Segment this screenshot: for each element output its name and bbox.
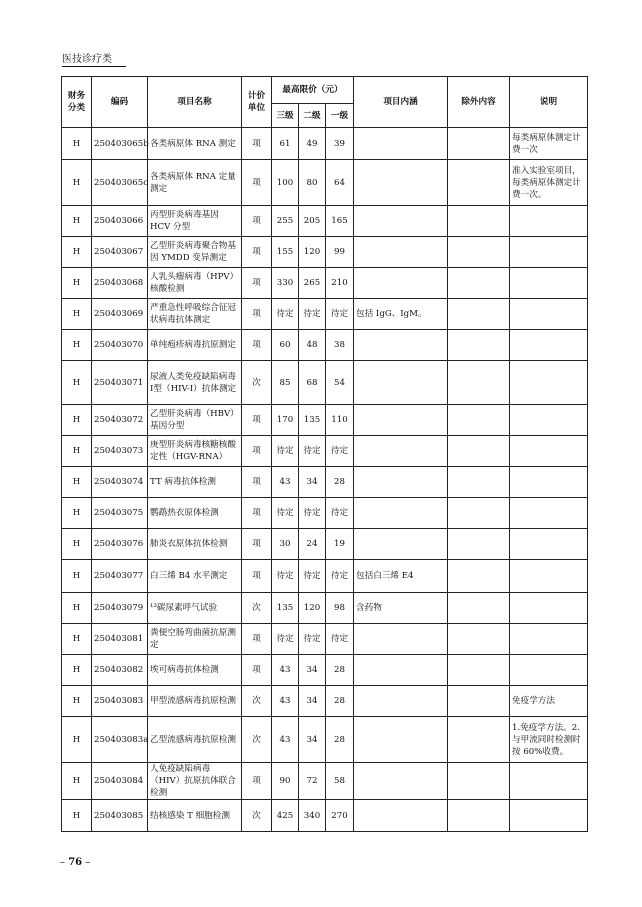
cell-content	[354, 529, 448, 560]
header-level2: 二级	[299, 104, 326, 128]
cell-notes	[510, 436, 588, 467]
cell-price-level1: 99	[326, 237, 354, 268]
cell-exclusions	[448, 128, 510, 160]
cell-price-level3: 61	[272, 128, 299, 160]
cell-notes	[510, 237, 588, 268]
header-exclusions: 除外内容	[448, 77, 510, 128]
cell-category: H	[62, 624, 92, 655]
cell-code: 250403071	[92, 361, 148, 405]
cell-category: H	[62, 330, 92, 361]
cell-price-level3: 135	[272, 593, 299, 624]
cell-price-level1: 64	[326, 160, 354, 206]
table-row	[62, 800, 588, 832]
cell-price-level2: 49	[299, 128, 326, 160]
cell-code: 250403083	[92, 686, 148, 717]
cell-content	[354, 206, 448, 237]
cell-price-level3: 43	[272, 467, 299, 498]
cell-exclusions	[448, 800, 510, 832]
cell-code: 250403083a	[92, 717, 148, 763]
cell-name: 鹦鹉热衣原体检测	[148, 498, 242, 529]
cell-category: H	[62, 655, 92, 686]
cell-exclusions	[448, 763, 510, 800]
cell-content	[354, 361, 448, 405]
table-row	[62, 268, 588, 299]
cell-unit: 项	[242, 560, 272, 593]
cell-price-level3: 155	[272, 237, 299, 268]
cell-exclusions	[448, 299, 510, 330]
cell-notes	[510, 624, 588, 655]
cell-price-level1: 待定	[326, 560, 354, 593]
cell-unit: 次	[242, 717, 272, 763]
cell-name: 结核感染 T 细胞检测	[148, 800, 242, 832]
cell-notes	[510, 330, 588, 361]
table-row	[62, 467, 588, 498]
cell-content	[354, 686, 448, 717]
cell-price-level2: 120	[299, 593, 326, 624]
cell-price-level3: 100	[272, 160, 299, 206]
cell-notes: 1.免疫学方法。2.与甲流同时检测时按 60%收费。	[510, 717, 588, 763]
cell-content	[354, 268, 448, 299]
cell-unit: 项	[242, 498, 272, 529]
cell-price-level2: 68	[299, 361, 326, 405]
cell-price-level2: 34	[299, 717, 326, 763]
cell-price-level1: 165	[326, 206, 354, 237]
cell-price-level1: 98	[326, 593, 354, 624]
cell-price-level2: 待定	[299, 560, 326, 593]
cell-category: H	[62, 529, 92, 560]
cell-exclusions	[448, 206, 510, 237]
cell-notes	[510, 593, 588, 624]
cell-content	[354, 498, 448, 529]
cell-price-level1: 54	[326, 361, 354, 405]
cell-price-level2: 205	[299, 206, 326, 237]
cell-price-level2: 120	[299, 237, 326, 268]
cell-exclusions	[448, 436, 510, 467]
cell-unit: 项	[242, 299, 272, 330]
cell-notes	[510, 268, 588, 299]
table-row	[62, 361, 588, 405]
cell-price-level3: 85	[272, 361, 299, 405]
cell-content	[354, 624, 448, 655]
header-unit: 计价单位	[242, 77, 272, 128]
cell-exclusions	[448, 405, 510, 436]
table-row	[62, 436, 588, 467]
table-row	[62, 717, 588, 763]
cell-name: 乙型流感病毒抗原检测	[148, 717, 242, 763]
cell-price-level1: 210	[326, 268, 354, 299]
table-row	[62, 560, 588, 593]
cell-code: 250403066	[92, 206, 148, 237]
cell-price-level3: 待定	[272, 436, 299, 467]
cell-notes	[510, 560, 588, 593]
cell-name: 庚型肝炎病毒核糖核酸定性（HGV-RNA）	[148, 436, 242, 467]
cell-notes	[510, 529, 588, 560]
cell-content	[354, 763, 448, 800]
table-row	[62, 624, 588, 655]
cell-content	[354, 237, 448, 268]
header-code: 编码	[92, 77, 148, 128]
cell-price-level2: 待定	[299, 498, 326, 529]
cell-price-level3: 待定	[272, 299, 299, 330]
cell-name: TT 病毒抗体检测	[148, 467, 242, 498]
cell-category: H	[62, 686, 92, 717]
cell-content	[354, 405, 448, 436]
cell-exclusions	[448, 655, 510, 686]
cell-price-level1: 110	[326, 405, 354, 436]
cell-price-level2: 34	[299, 467, 326, 498]
cell-notes	[510, 467, 588, 498]
cell-unit: 次	[242, 593, 272, 624]
cell-price-level1: 270	[326, 800, 354, 832]
cell-exclusions	[448, 160, 510, 206]
cell-name: 肺炎衣原体抗体检测	[148, 529, 242, 560]
cell-exclusions	[448, 624, 510, 655]
cell-category: H	[62, 299, 92, 330]
cell-code: 250403076	[92, 529, 148, 560]
cell-price-level1: 28	[326, 717, 354, 763]
cell-exclusions	[448, 268, 510, 299]
cell-price-level1: 待定	[326, 436, 354, 467]
table-row	[62, 593, 588, 624]
cell-name: ¹³碳尿素呼气试验	[148, 593, 242, 624]
cell-exclusions	[448, 498, 510, 529]
cell-category: H	[62, 268, 92, 299]
cell-category: H	[62, 560, 92, 593]
cell-content	[354, 330, 448, 361]
table-row	[62, 299, 588, 330]
cell-exclusions	[448, 361, 510, 405]
cell-unit: 项	[242, 436, 272, 467]
header-max-price: 最高限价（元）	[272, 77, 354, 104]
price-table	[61, 76, 588, 832]
cell-price-level3: 43	[272, 655, 299, 686]
cell-category: H	[62, 128, 92, 160]
section-title: 医技诊疗类	[62, 50, 126, 67]
footer-dash-right: –	[85, 857, 91, 868]
cell-price-level3: 43	[272, 686, 299, 717]
cell-price-level2: 34	[299, 686, 326, 717]
cell-category: H	[62, 800, 92, 832]
cell-unit: 次	[242, 361, 272, 405]
cell-price-level2: 24	[299, 529, 326, 560]
cell-content	[354, 436, 448, 467]
table-row	[62, 206, 588, 237]
cell-unit: 项	[242, 467, 272, 498]
cell-price-level1: 待定	[326, 299, 354, 330]
cell-content	[354, 128, 448, 160]
cell-notes	[510, 763, 588, 800]
cell-code: 250403077	[92, 560, 148, 593]
cell-price-level1: 38	[326, 330, 354, 361]
cell-price-level1: 58	[326, 763, 354, 800]
cell-price-level3: 30	[272, 529, 299, 560]
table-row	[62, 655, 588, 686]
table-row	[62, 128, 588, 160]
cell-price-level2: 48	[299, 330, 326, 361]
table-row	[62, 529, 588, 560]
cell-price-level2: 待定	[299, 624, 326, 655]
cell-notes	[510, 361, 588, 405]
cell-notes	[510, 655, 588, 686]
cell-content	[354, 717, 448, 763]
cell-code: 250403074	[92, 467, 148, 498]
cell-code: 250403065b	[92, 128, 148, 160]
cell-exclusions	[448, 686, 510, 717]
cell-unit: 次	[242, 800, 272, 832]
cell-price-level3: 待定	[272, 498, 299, 529]
page-number: 76	[68, 857, 83, 868]
header-level3: 三级	[272, 104, 299, 128]
cell-price-level3: 425	[272, 800, 299, 832]
cell-code: 250403081	[92, 624, 148, 655]
cell-code: 250403084	[92, 763, 148, 800]
cell-name: 乙型肝炎病毒（HBV）基因分型	[148, 405, 242, 436]
cell-price-level1: 28	[326, 467, 354, 498]
cell-price-level2: 72	[299, 763, 326, 800]
cell-code: 250403070	[92, 330, 148, 361]
table-row	[62, 405, 588, 436]
table-row	[62, 686, 588, 717]
cell-content	[354, 467, 448, 498]
cell-price-level2: 340	[299, 800, 326, 832]
footer-dash-left: –	[60, 857, 65, 868]
cell-code: 250403082	[92, 655, 148, 686]
cell-price-level2: 265	[299, 268, 326, 299]
cell-notes: 免疫学方法	[510, 686, 588, 717]
table-row	[62, 237, 588, 268]
cell-price-level2: 34	[299, 655, 326, 686]
cell-notes: 准入实验室项目，每类病原体测定计费一次。	[510, 160, 588, 206]
cell-price-level3: 待定	[272, 560, 299, 593]
cell-code: 250403068	[92, 268, 148, 299]
cell-price-level3: 330	[272, 268, 299, 299]
header-category: 财务分类	[62, 77, 92, 128]
cell-price-level2: 80	[299, 160, 326, 206]
cell-exclusions	[448, 717, 510, 763]
cell-content: 含药物	[354, 593, 448, 624]
header-content: 项目内涵	[354, 77, 448, 128]
cell-unit: 项	[242, 655, 272, 686]
cell-unit: 项	[242, 206, 272, 237]
cell-unit: 项	[242, 128, 272, 160]
cell-exclusions	[448, 330, 510, 361]
cell-name: 粪便空肠弯曲菌抗原测定	[148, 624, 242, 655]
cell-notes	[510, 206, 588, 237]
cell-price-level3: 90	[272, 763, 299, 800]
cell-name: 各类病原体 RNA 定量测定	[148, 160, 242, 206]
cell-price-level3: 170	[272, 405, 299, 436]
cell-notes	[510, 405, 588, 436]
cell-category: H	[62, 593, 92, 624]
cell-price-level3: 255	[272, 206, 299, 237]
cell-code: 250403073	[92, 436, 148, 467]
cell-content: 包括 IgG、IgM。	[354, 299, 448, 330]
cell-code: 250403072	[92, 405, 148, 436]
table-row	[62, 160, 588, 206]
cell-name: 乙型肝炎病毒聚合物基因 YMDD 变异测定	[148, 237, 242, 268]
cell-category: H	[62, 467, 92, 498]
cell-unit: 项	[242, 763, 272, 800]
cell-unit: 项	[242, 529, 272, 560]
cell-category: H	[62, 436, 92, 467]
header-name: 项目名称	[148, 77, 242, 128]
cell-code: 250403067	[92, 237, 148, 268]
table-row	[62, 498, 588, 529]
cell-unit: 项	[242, 160, 272, 206]
cell-content	[354, 655, 448, 686]
cell-price-level1: 待定	[326, 498, 354, 529]
table-row	[62, 763, 588, 800]
cell-code: 250403085	[92, 800, 148, 832]
cell-code: 250403065c	[92, 160, 148, 206]
cell-category: H	[62, 405, 92, 436]
cell-price-level2: 待定	[299, 436, 326, 467]
cell-name: 丙型肝炎病毒基因 HCV 分型	[148, 206, 242, 237]
cell-unit: 次	[242, 686, 272, 717]
cell-content: 包括白三烯 E4	[354, 560, 448, 593]
header-notes: 说明	[510, 77, 588, 128]
cell-exclusions	[448, 237, 510, 268]
cell-category: H	[62, 717, 92, 763]
cell-price-level1: 待定	[326, 624, 354, 655]
cell-name: 严重急性呼吸综合征冠状病毒抗体测定	[148, 299, 242, 330]
cell-price-level1: 19	[326, 529, 354, 560]
cell-name: 单纯疱疹病毒抗原测定	[148, 330, 242, 361]
cell-name: 人免疫缺陷病毒（HIV）抗原抗体联合检测	[148, 763, 242, 800]
cell-category: H	[62, 206, 92, 237]
cell-name: 各类病原体 RNA 测定	[148, 128, 242, 160]
cell-name: 尿液人类免疫缺陷病毒Ⅰ型（HIV-Ⅰ）抗体测定	[148, 361, 242, 405]
cell-unit: 项	[242, 268, 272, 299]
cell-category: H	[62, 361, 92, 405]
cell-name: 甲型流感病毒抗原检测	[148, 686, 242, 717]
cell-notes: 每类病原体测定计费一次	[510, 128, 588, 160]
header-level1: 一级	[326, 104, 354, 128]
cell-unit: 项	[242, 237, 272, 268]
cell-price-level2: 135	[299, 405, 326, 436]
cell-content	[354, 160, 448, 206]
cell-name: 人乳头瘤病毒（HPV）核酸检测	[148, 268, 242, 299]
cell-category: H	[62, 763, 92, 800]
cell-notes	[510, 498, 588, 529]
cell-price-level2: 待定	[299, 299, 326, 330]
cell-price-level3: 60	[272, 330, 299, 361]
cell-price-level1: 28	[326, 655, 354, 686]
cell-price-level1: 39	[326, 128, 354, 160]
cell-content	[354, 800, 448, 832]
cell-price-level3: 43	[272, 717, 299, 763]
cell-exclusions	[448, 529, 510, 560]
cell-category: H	[62, 160, 92, 206]
cell-name: 埃可病毒抗体检测	[148, 655, 242, 686]
cell-notes	[510, 299, 588, 330]
cell-category: H	[62, 237, 92, 268]
cell-price-level3: 待定	[272, 624, 299, 655]
cell-category: H	[62, 498, 92, 529]
cell-exclusions	[448, 560, 510, 593]
page-footer	[60, 857, 90, 868]
table-row	[62, 330, 588, 361]
cell-price-level1: 28	[326, 686, 354, 717]
cell-unit: 项	[242, 405, 272, 436]
cell-notes	[510, 800, 588, 832]
cell-unit: 项	[242, 330, 272, 361]
cell-name: 白三烯 B4 水平测定	[148, 560, 242, 593]
cell-code: 250403069	[92, 299, 148, 330]
cell-exclusions	[448, 467, 510, 498]
cell-code: 250403079	[92, 593, 148, 624]
cell-code: 250403075	[92, 498, 148, 529]
cell-unit: 项	[242, 624, 272, 655]
cell-exclusions	[448, 593, 510, 624]
